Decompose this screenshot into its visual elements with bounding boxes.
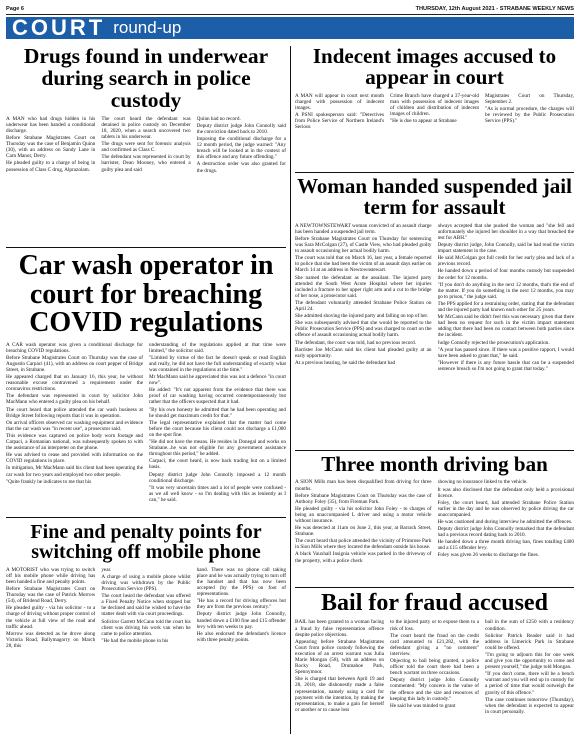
paragraph: The court heard the fraud on the credit card amounted to £21,282, with the defendant giving a "no comment" interview. bbox=[390, 632, 479, 657]
page-number: Page 6 bbox=[6, 5, 25, 12]
paragraph: Barrister Joe McCann said his client had pleaded guilty at an early opportunity. bbox=[295, 346, 432, 359]
story-column bbox=[438, 479, 575, 564]
column-divider bbox=[290, 46, 291, 734]
paragraph: Morrow was detected as he drove along Victoria Road, Ballymagorry on March 28, this bbox=[6, 630, 96, 649]
paragraph: to the injured party or to expose them to a risk of loss. bbox=[390, 619, 479, 632]
paragraph: He pleaded guilty - via his solicitor - to a charge of driving without proper control of the vehicle at full view of the road and traffic ahead. bbox=[6, 605, 96, 630]
paragraph: Deputy district judge John Connolly remarked that the defendant had a previous record dating back to 2010. bbox=[437, 526, 574, 539]
paragraph: BAIL has been granted to a woman facing a fraud by false representation offence despite police objections. bbox=[295, 619, 384, 638]
paragraph: She is charged that between April 19 and 28, 2018, she dishonestly made a false representation, namely using a card for payment with the intention, by making the representation, to make a gain for herself or another or to cause loss bbox=[295, 676, 384, 713]
paragraph: The court heard the defendant was offered a Fixed Penalty Notice when stopped but he declined and said he wished to have the matter dealt with via court proceedings. bbox=[101, 593, 191, 618]
story-column bbox=[295, 479, 432, 564]
paragraph: A PSNI spokesperson said: "Detectives from Police Service of Northern Ireland's Serious bbox=[295, 112, 384, 131]
paragraph: year. bbox=[101, 566, 112, 573]
page-header bbox=[6, 3, 574, 15]
story-ban bbox=[295, 454, 574, 584]
story-column bbox=[390, 93, 479, 132]
paragraph: He said he was minded to grant bbox=[390, 702, 456, 709]
paragraph: He was cautioned and during interview he admitted the offences. bbox=[437, 518, 573, 525]
story-column bbox=[295, 93, 384, 132]
paragraph: "Limited by virtue of the fact he doesn't speak or read English and really, he did not have the full understanding of exactly what was contained in the regulations at the time." bbox=[149, 354, 286, 374]
paragraph: The case continues tomorrow (Thursday), when the defendant is expected to appear in court personally. bbox=[485, 696, 574, 715]
paragraph: Carpaci, the court heard, is now back trading but on a limited basis. bbox=[149, 458, 286, 471]
paragraph: He added: "It's not apparent from the evidence that there was proof of car washing having occurred contemporaneously but rather that the officers suspected that it had. bbox=[149, 387, 286, 406]
headline: Car wash operator in court for breaching COVID regulations bbox=[18, 250, 274, 339]
paragraph: A SION Mills man has been disqualified from driving for three months. bbox=[295, 479, 432, 492]
paragraph: "A year has passed since. If there was a positive rapport, I would have been asked to grant that," he said. bbox=[437, 346, 574, 359]
paragraph: Solicitor Patrick Reader said it had address in Limerick Park in Strabane could be offered. bbox=[485, 632, 574, 651]
paragraph: A destruction order was also granted for the drugs. bbox=[196, 161, 286, 174]
paragraph: Foley, the court heard, had attended Strabane Police Station earlier in the day and he was observed by police driving the car unaccompanied. bbox=[437, 499, 574, 518]
story-divider bbox=[295, 450, 574, 451]
paragraph: A black Vauxhall Insignia vehicle was parked in the driveway of the property, with a police check bbox=[295, 551, 432, 564]
story-column bbox=[6, 342, 143, 504]
paragraph: "He had the mobile phone in his bbox=[101, 637, 169, 644]
story-column bbox=[149, 342, 286, 504]
paragraph: A MAN who had drugs hidden in his underwear has been handed a conditional discharge. bbox=[6, 115, 96, 134]
paragraph: The court was told that on March 16, last year, a female reported to police that she had been the victim of an assault days earlier on March 14 at an address in Newtownstewart. bbox=[295, 255, 432, 274]
paragraph: "It was very uncertain times and a lot of people were confused - as we all well know - so I'm dealing with this as leniently as I can," he said. bbox=[149, 484, 286, 503]
paragraph: He appeared charged that on January 16, this year, he without reasonable excuse contravened a requirement under the coronavirus restrictions. bbox=[6, 374, 143, 393]
paragraph: bail in the sum of £250 with a residency condition. bbox=[485, 619, 574, 632]
story-column bbox=[6, 116, 95, 175]
paragraph: Deputy district judge John Connolly imposed a 12 month conditional discharge. bbox=[149, 471, 286, 484]
paragraph: Before Strabane Magistrates Court on Thursday for sentencing was Sara McColgan (27), of Castle View, who had pleaded guilty to assault occasioning her actual bodily harm. bbox=[295, 236, 432, 255]
headline: Drugs found in underwear during search in police custody bbox=[23, 44, 269, 112]
story-column bbox=[197, 116, 286, 175]
paragraph: Mr MacMann said he appreciated this was not a defence "in court now". bbox=[149, 374, 286, 387]
banner-court: COURT bbox=[12, 15, 106, 40]
paragraph: He also endorsed the defendant's licence with three penalty points. bbox=[196, 630, 286, 643]
story-column bbox=[295, 619, 384, 715]
paragraph: He handed down a three month driving ban, fines totalling £400 and a £15 offender levy. bbox=[437, 539, 574, 552]
paragraph: The court heard the defendant was detained in police custody on December 18, 2020, when a search uncovered two tablets in his underwear. bbox=[101, 115, 191, 141]
story-divider bbox=[6, 247, 286, 248]
paragraph: "If you don't come, there will be a bench warrant and you will end up in custody for a period of time that would outweigh the gravity of this offence." bbox=[485, 671, 574, 696]
paragraph: Judge Connolly rejected the prosecution's application. bbox=[437, 339, 550, 346]
headline: Woman handed suspended jail term for assault bbox=[297, 174, 572, 220]
paragraph: always accepted that she pushed the woman and "she fell and unfortunately she injured her shoulder in a way that breached the test for ABH." bbox=[437, 222, 574, 241]
headline: Fine and penalty points for switching off mobile phone bbox=[30, 521, 262, 564]
story-fine bbox=[6, 522, 286, 734]
story-divider bbox=[295, 587, 574, 588]
story-divider bbox=[6, 517, 286, 518]
story-column bbox=[295, 223, 432, 373]
paragraph: The defendant voluntarily attended Strabane Police Station on April 24. bbox=[295, 299, 432, 313]
story-woman bbox=[295, 176, 574, 446]
paragraph: He was advised to cease and provided with information on the COVID regulations in place. bbox=[6, 452, 143, 465]
story-drugs bbox=[6, 46, 286, 241]
story-column bbox=[438, 223, 575, 373]
paragraph: Imposing the conditional discharge for a 12 month period, the judge warned: "Any breach will be looked at in the context of this offence and any future offending." bbox=[196, 136, 286, 161]
paragraph: Before Strabane Magistrates Court on Thursday was the case of Augustin Carpaci (41), with an address on court pepper of Bridge Street, in Strabane. bbox=[6, 354, 143, 374]
paragraph: He pleaded guilty - via his solicitor John Foley - to charges of being an unaccompanied L driver and using a motor vehicle without insurance. bbox=[295, 505, 432, 524]
story-divider bbox=[295, 172, 574, 173]
paragraph: Before Strabane Magistrates Court on Thursday was the case of Patrick Morrow (54), of Bridend Road, Derry. bbox=[6, 586, 96, 605]
paragraph: Foley was given 26 weeks to discharge the fines. bbox=[437, 552, 539, 559]
banner-roundup: round-up bbox=[113, 18, 182, 37]
paragraph: A NEWTOWNSTEWART woman convicted of an assault charge has been handed a suspended jail term. bbox=[295, 222, 432, 235]
headline: Bail for fraud accused bbox=[321, 590, 548, 616]
paragraph: Deputy district judge, John Connolly, said he had read the victim impact statement in the case. bbox=[437, 242, 574, 255]
dateline: THURSDAY, 12th August 2021 - STRABANE WEEKLY NEWS bbox=[415, 5, 574, 12]
paragraph: Crime Branch have charged a 37-year-old man with possession of indecent images of children and distribution of indecent images of children. bbox=[390, 92, 479, 118]
paragraph: showing no insurance linked to the vehicle. bbox=[437, 479, 528, 486]
paragraph: Solicitor Garrett McCann told the court his client was driving his work van when he came to police attention. bbox=[101, 618, 191, 637]
paragraph: The defendant was represented in court by barrister, Dean Mooney, who entered a guilty plea and said bbox=[101, 154, 191, 173]
paragraph: This evidence was captured on police body worn footage and Carpaci, a Romanian national, was subsequently spoken to with the assistance of an interpreter on the phone. bbox=[6, 432, 143, 452]
paragraph: The court heard that police attended the vicinity of Primrose Park in Sion Mills where they located the defendant outside his house. bbox=[295, 538, 432, 551]
paragraph: hand. There was no phone call taking place and he was actually trying to turn off the handset and that has now been accepted (by the PPS) on foot of representations. bbox=[196, 566, 286, 598]
paragraph: Mr McCann said he didn't feel this was necessary given that there had been no request for such in the victim impact statement adding that there had been no contact between both parties since the incident. bbox=[437, 314, 574, 339]
paragraph: The legal representative explained that the matter had come before the court because his client could not discharge a £1,000 on the spot fine. bbox=[149, 419, 286, 438]
paragraph: Appearing before Strabane Magistrates Court from police custody following the execution of an arrest warrant was Julia Marie Mongan (58), with an address on Rocky Road, Drumahoe Park, Spennymoor. bbox=[295, 638, 384, 676]
paragraph: At a previous hearing, he said the defendant had bbox=[295, 359, 396, 366]
paragraph: The PPS applied for a restraining order, stating that the defendant and the injured party had known each other for 25 years. bbox=[437, 300, 574, 314]
paragraph: "I'm going to adjourn this for one week and give you the opportunity to come and present yourself," the judge told Mongan. bbox=[485, 651, 574, 671]
paragraph: Before Strabane Magistrates Court on Thursday was the case of Benjamin Quinn (30), with an address on Sandy Lane in Carn Manor, Derry. bbox=[6, 135, 96, 160]
story-column bbox=[390, 619, 479, 715]
story-column bbox=[101, 567, 190, 650]
paragraph: Before Strabane Magistrates Court on Thursday was the case of Anthony Foley (35), from Fireman Park. bbox=[295, 492, 432, 505]
story-column bbox=[6, 567, 95, 650]
headline: Indecent images accused to appear in court bbox=[312, 44, 557, 90]
paragraph: She named the defendant as the assailant. The injured party attended the South West Acute Hospital where her injuries included a fracture to her upper right arm and a cut to the bridge of her nose, a prosecutor said. bbox=[295, 274, 432, 299]
paragraph: The court heard that police attended the car wash business at Bridge Street following reports that it was in operation. bbox=[6, 406, 143, 419]
paragraph: understanding of the regulations applied at that time were limited," the solicitor said. bbox=[149, 341, 286, 354]
paragraph: She admitted shoving the injured party and falling on top of her. bbox=[295, 313, 429, 320]
paragraph: "As is normal procedure, the charges will be reviewed by the Public Prosecution Service (PPS)." bbox=[485, 106, 574, 125]
paragraph: "He did not have the means. He resides in Donegal and works on Strabane...he was not eligible for any government assistance throughout this period," he added. bbox=[149, 439, 286, 458]
paragraph: He said McColgan got full credit for her early plea and lack of a previous record. bbox=[437, 255, 574, 268]
paragraph: The defendant, the court was told, had no previous record. bbox=[295, 339, 417, 346]
headline: Three month driving ban bbox=[321, 452, 548, 476]
paragraph: Deputy district judge John Connolly said the conviction dated back to 2010. bbox=[196, 122, 286, 135]
paragraph: "Quite frankly he indicates to me that his bbox=[6, 478, 92, 485]
paragraph: On arrival officers observed car washing equipment and evidence that the car wash was "in recent use", a prosecutor said. bbox=[6, 419, 143, 432]
paragraph: A CAR wash operator was given a conditional discharge for breaching COVID regulations. bbox=[6, 341, 143, 354]
paragraph: A MOTORIST who was trying to switch off his mobile phone while driving has been handed a fine and penalty points. bbox=[6, 566, 96, 585]
story-column bbox=[485, 619, 574, 715]
paragraph: He handed down a period of four months custody but suspended the order for 12 months. bbox=[437, 268, 574, 281]
paragraph: It was also disclosed that the defendant only held a provisional licence. bbox=[437, 486, 574, 499]
story-indecent bbox=[295, 46, 574, 166]
section-banner bbox=[6, 17, 574, 39]
paragraph: In mitigation, Mr MacMann said his client had been operating the car wash for two years and employed two other people. bbox=[6, 465, 143, 478]
paragraph: Deputy district judge John Connolly commented: "My concern is the value of the offence and the size and resources of keeping this lady in custody." bbox=[390, 677, 479, 702]
paragraph: He was detected at 11am on June 2, this year, at Barrack Street, Strabane. bbox=[295, 525, 432, 538]
paragraph: She was subsequently advised that she would be reported to the Public Prosecution Service (PPS) and was charged to court on the offence of assault occasioning actual bodily harm. bbox=[295, 320, 432, 339]
paragraph: The defendant was represented in court by solicitor John MacMann who entered a guilty plea on his behalf. bbox=[6, 393, 143, 406]
paragraph: A charge of using a mobile phone whilst driving was withdrawn by the Public Prosecution Service (PPS). bbox=[101, 573, 191, 593]
paragraph: "However if there is any future hassle that can be a suspended sentence breach so I'm not going to grant that today." bbox=[437, 359, 574, 372]
paragraph: "By his own honesty he admitted that he had been operating and he should get maximum credit for that." bbox=[149, 406, 286, 419]
paragraph: Objecting to bail being granted, a police officer told the court there had been a bench warrant on three occasions. bbox=[390, 658, 479, 677]
paragraph: The drugs were sent for forensic analysis and confirmed as Class C. bbox=[101, 141, 191, 154]
story-bail bbox=[295, 591, 574, 734]
paragraph: Deputy district judge John Connolly, handed down a £100 fine and £15 offender levy with ten weeks to pay. bbox=[196, 611, 286, 630]
paragraph: Quinn had no record. bbox=[196, 115, 241, 122]
paragraph: Magistrates Court on Thursday, September 2. bbox=[485, 92, 574, 105]
paragraph: "He has a record for driving offences but they are from the previous century." bbox=[196, 598, 286, 611]
paragraph: A MAN will appear in court next month charged with possession of indecent images. bbox=[295, 92, 384, 111]
story-column bbox=[197, 567, 286, 650]
story-carwash bbox=[6, 252, 286, 512]
story-column bbox=[101, 116, 190, 175]
paragraph: He pleaded guilty to a charge of being in possession of Class C drug, Alprazolam. bbox=[6, 160, 96, 173]
paragraph: "If you don't do anything in the next 12 months, that's the end of the matter. If you do something in the next 12 months, you may go to prison," the judge said. bbox=[437, 281, 574, 300]
paragraph: "He is due to appear at Strabane bbox=[390, 118, 457, 125]
story-column bbox=[485, 93, 574, 132]
